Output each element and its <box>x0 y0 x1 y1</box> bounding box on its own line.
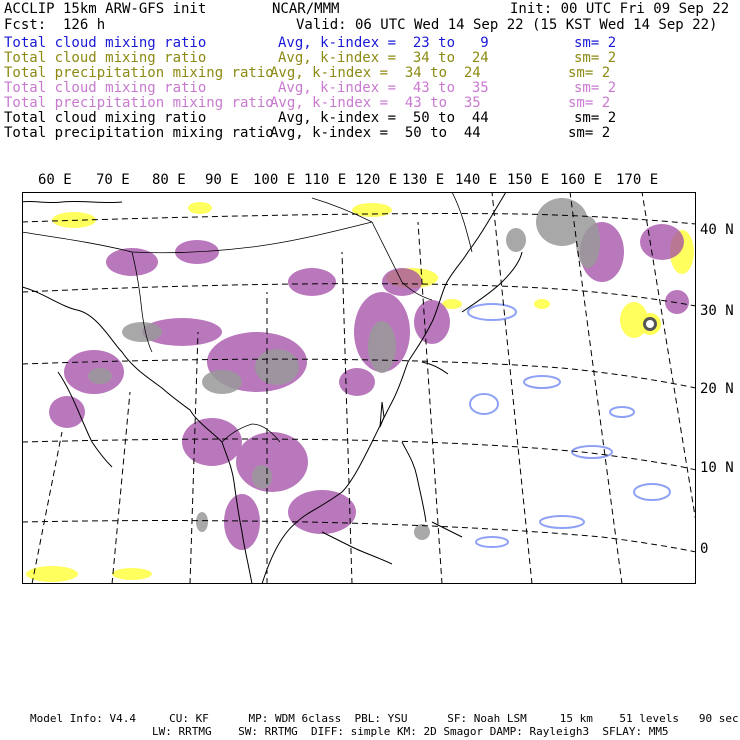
legend-field: Total cloud mixing ratio <box>4 50 207 66</box>
legend-field: Total cloud mixing ratio <box>4 80 207 96</box>
legend-sm: sm= 2 <box>574 50 617 66</box>
lat-label: 20 N <box>700 381 734 397</box>
lon-label: 170 E <box>616 172 659 188</box>
lon-label: 160 E <box>560 172 603 188</box>
lon-label: 130 E <box>402 172 445 188</box>
lon-label: 140 E <box>455 172 498 188</box>
legend-field: Total precipitation mixing ratio <box>4 95 274 111</box>
legend-avg: Avg, k-index = 34 to 24 <box>278 50 489 66</box>
lon-label: 90 E <box>205 172 239 188</box>
lat-label: 0 <box>700 541 709 557</box>
legend-sm: sm= 2 <box>568 65 611 81</box>
model-info-line1: Model Info: V4.4 CU: KF MP: WDM 6class PBL: YSU SF: Noah LSM 15 km 51 levels 90 sec <box>30 712 739 725</box>
legend-sm: sm= 2 <box>568 125 611 141</box>
lat-label: 40 N <box>700 222 734 238</box>
lon-label: 80 E <box>152 172 186 188</box>
model-info-line2: LW: RRTMG SW: RRTMG DIFF: simple KM: 2D Smagor DAMP: Rayleigh3 SFLAY: MM5 <box>152 725 669 738</box>
legend-avg: Avg, k-index = 43 to 35 <box>270 95 481 111</box>
legend-sm: sm= 2 <box>568 95 611 111</box>
legend-sm: sm= 2 <box>574 35 617 51</box>
forecast-hour: Fcst: 126 h <box>4 17 106 33</box>
typhoon-eye <box>639 313 661 335</box>
map-panel <box>22 192 696 584</box>
legend-avg: Avg, k-index = 23 to 9 <box>278 35 489 51</box>
lon-label: 110 E <box>304 172 347 188</box>
title-left: ACCLIP 15km ARW-GFS init <box>4 1 207 17</box>
lon-label: 70 E <box>96 172 130 188</box>
legend-sm: sm= 2 <box>574 80 617 96</box>
lon-label: 100 E <box>253 172 296 188</box>
legend-sm: sm= 2 <box>574 110 617 126</box>
legend-avg: Avg, k-index = 34 to 24 <box>270 65 481 81</box>
legend-avg: Avg, k-index = 50 to 44 <box>278 110 489 126</box>
lon-label: 120 E <box>355 172 398 188</box>
legend-avg: Avg, k-index = 43 to 35 <box>278 80 489 96</box>
legend-field: Total cloud mixing ratio <box>4 35 207 51</box>
lon-label: 150 E <box>507 172 550 188</box>
legend-field: Total precipitation mixing ratio <box>4 65 274 81</box>
lat-label: 30 N <box>700 303 734 319</box>
title-center: NCAR/MMM <box>272 1 340 17</box>
valid-time: Valid: 06 UTC Wed 14 Sep 22 (15 KST Wed 14 Sep 22) <box>296 17 718 33</box>
legend-field: Total cloud mixing ratio <box>4 110 207 126</box>
init-time: Init: 00 UTC Fri 09 Sep 22 <box>510 1 730 17</box>
lon-label: 60 E <box>38 172 72 188</box>
legend-avg: Avg, k-index = 50 to 44 <box>270 125 481 141</box>
lat-label: 10 N <box>700 460 734 476</box>
legend-field: Total precipitation mixing ratio <box>4 125 274 141</box>
